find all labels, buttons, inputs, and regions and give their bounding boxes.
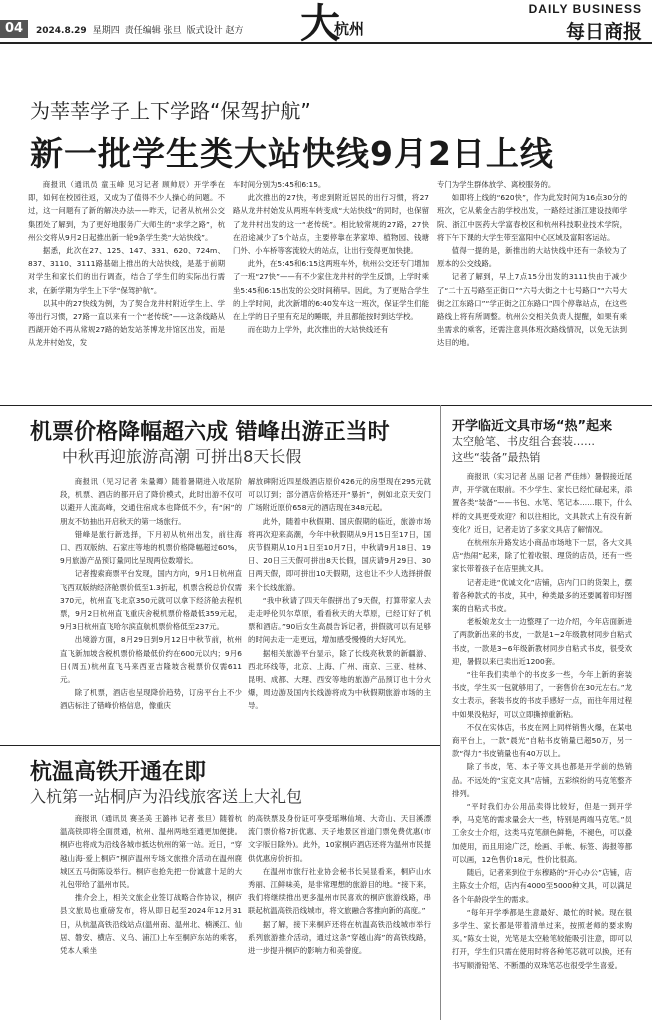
paragraph: 此外，在5:45和6:15这两班车外，杭州公交还专门增加了一班“27快”——有不少家住龙井村的学生反馈，上学时乘坐5:45和6:15出发的公交时间稍早。因此，为了更贴合学生的上学时间，此次新增的6:40发车这一班次，保证学生们能在上学的日子里有充足的睡眠，并且都能按时到达学校。	[233, 259, 429, 322]
paragraph: 商报讯（实习记者 丛丽 记者 严佳炜）暑假接近尾声，开学就在眼前。不少学生、家长已经忙碌起来，添置各类“装备”——书包、水笔、笔记本……眼下，什么样的文具更受欢迎？和以往相比，文具款式上有没有新变化？近日，记者走访了多家文具店了解情况。	[452, 472, 632, 534]
section-rule	[0, 745, 440, 746]
column-divider	[440, 405, 441, 1020]
paragraph: 此外，随着中秋假期、国庆假期的临近，旅游市场将再次迎来高潮，今年中秋假期从9月15日至17日，国庆节假期从10月1日至10月7日，中秋请9月18日、19日、20日三天假可拼出8天长假，国庆请9月29日、30日两天假，即可拼出10天假期，这也让不少人选择拼假来个长线旅游。	[248, 516, 431, 592]
paragraph: 推介会上，相关文旅企业签订战略合作协议，桐庐县文旅局也重磅发布，将从即日起至2024年12月31日，从杭温高铁沿线站点(温州南、温州北、楠溪江、仙居、磐安、横店、义乌、浦江)上车至桐庐东站的乘客，凭本人乘坐	[60, 893, 242, 956]
paragraph: 车时间分别为5:45和6:15。	[233, 180, 326, 189]
paragraph: 据了解，接下来桐庐还将在杭温高铁沿线城市举行系列旅游推介活动，通过这条“穿越山海”的高铁线路，进一步提升桐庐的影响力和美誉度。	[248, 919, 431, 956]
paragraph: 值得一提的是，新推出的大站快线中还有一条较为了原本的公交线路。	[437, 246, 627, 269]
paragraph: 出境游方面，8月29日到9月12日中秋节前，杭州直飞新加坡含税机票价格最低价约在600元以内；9月6日(周五)杭州直飞马来西亚吉隆坡含税票价仅需611元。	[60, 635, 242, 685]
paragraph: 除了机票，酒店也呈现降价趋势，订房平台上不少酒店标注了错峰价格信息，像重庆	[60, 688, 242, 711]
brand-english: DAILY BUSINESS	[528, 2, 642, 16]
section-logo: 大	[300, 0, 340, 47]
paragraph: 商报讯（见习记者 朱量卿）随着暑期进入收尾阶段，机票、酒店的都开启了降价模式，此时出游不仅可以避开人流高峰，交通住宿成本也降低不少，有“闲”的朋友不妨抽出开启秋天的第一场旅行。	[60, 477, 242, 526]
editor-credit: 责任编辑 张旦	[124, 26, 182, 36]
paragraph: 据悉，此次在27、125、147、331、620、724m、837、3110、3111路基础上推出的大站快线，是基于前期对学生和家长们的出行调查，结合了学生们的实际出行需求，在新学期为学生上下学“保驾护航”。	[28, 246, 225, 295]
side-column	[452, 470, 632, 1018]
dateline	[36, 23, 248, 36]
paragraph: 随后，记者来到位于东穆路的“开心办公”店铺，店主陈女士介绍，店内有4000至5000种文具，可以满足各个年龄段学生的需求。	[452, 868, 632, 904]
lead-headline: 新一批学生类大站快线9月2日上线	[30, 134, 554, 173]
hsr-column-2	[248, 812, 431, 1018]
lead-kicker: 为莘莘学子上下学路“保驾护航”	[30, 99, 311, 123]
ticket-column-2	[248, 475, 431, 737]
paragraph: 专门为学生群体放学、离校服务的。	[437, 180, 556, 189]
paragraph: “每年开学季都是生意最好、最忙的时候。现在很多学生、家长都是带着清单过来，按照老师的要求购买。”陈女士说，光笔是太空舱笔较能吸引注意，即可以打开，学生们只需在使用时将各种笔芯就可以换，还有书写顺滑铅笔、不断墨的双珠笔芯也很受学生喜爱。	[452, 907, 632, 970]
paragraph: 而在助力上学外，此次推出的大站快线还有	[247, 325, 389, 335]
paragraph: 的高铁票及身份证可享受瑶琳仙境、大奇山、天目溪漂流门票价格7折优惠、天子地景区首道门票免费优惠(市文字版日除外)。此外，10家桐庐酒店还将为温州市民提供优惠房价折扣。	[248, 814, 431, 863]
hsr-headline: 杭温高铁开通在即	[30, 760, 207, 785]
paragraph: 在温州市旅行社业协会秘书长吴显看来，桐庐山水秀丽、江鲜味美，是非常理想的旅游目的地。“接下来，我们将继续推出更多温州市民喜欢的桐庐旅游线路，串联起杭温高铁沿线城市，将文旅融合客推向新的高度。”	[248, 866, 431, 916]
side-subhead-1: 太空舱笔、书皮组合套装……	[452, 435, 595, 448]
paragraph: 如即将上线的“620快”，作为此发时间为16点30分的班次，它从紫金古韵学校出发，一路经过浙江建设技师学院、浙江中医药大学富春校区和杭州科技职业技术学院，将下午下课的大学生带至富阳中心区域及富阳客运站。	[437, 193, 627, 242]
ticket-subhead: 中秋再迎旅游高潮 可拼出8天长假	[62, 447, 302, 466]
paragraph: “平时我们办公用品卖得比较好，但是一到开学季，马克笔的需求量会大一些，特别是两端马克笔。”员工余女士介绍，这类马克笔颜色鲜艳，不褪色，可以叠加使用，而且用途广泛，绘画、手帐、标签、海报等都可以画，12色售价18元，性价比很高。	[452, 802, 632, 864]
ticket-column-1	[60, 475, 242, 737]
paragraph: 记者走进“优诚文化”店铺，店内门口的货架上，摆着各种款式的书皮，其中，种类最多的还要属着印好图案的自粘式书皮。	[452, 577, 632, 614]
issue-date: 2024.8.29	[36, 26, 87, 36]
paragraph: 解放碑附近四星级酒店原价426元的房型现在295元就可以订到；部分酒店价格还开“暴折”，例如北京天安门广场附近原价658元的酒店现在348元起。	[248, 477, 431, 513]
section-rule	[0, 405, 652, 406]
lead-column-2	[233, 178, 429, 398]
paragraph: “往年我们卖单个的书皮多一些，今年上新的套装书皮，学生买一包就够用了，一套售价在30元左右。”龙女士表示，套装书皮的书皮手感好一点，而往年用过程中如果没粘好，可以立即撕掉重新粘。	[452, 670, 632, 719]
paragraph: 记者了解到，早上7点15分出发的3111快由于减少了“二十五号路至正街口”“六号大街之十七号路口”“六号大街之江东路口”“学正街之江东路口”四个停靠站点，在这些路线上将有所调整。杭州公交相关负责人提醒，如果有乘坐需求的乘客，还需注意具体班次路线情况，以免无法到达目的地。	[437, 272, 627, 348]
lead-column-1	[28, 178, 225, 398]
brand-chinese: 每日商报	[565, 21, 642, 43]
paragraph: 记者搜索商票平台发现，国内方向，9月1日杭州直飞西双版纳经济舱票价低至1.3折起，机票含税总价仅需370元，杭州直飞北京350元就可以拿下经济舱去程机票，9月2日杭州直飞重庆舍税机票价格最低359元起，9月3日杭州直飞哈尔滨直航机票价格低至237元。	[60, 569, 242, 632]
paragraph: 此次推出的27快，考虑到附近居民的出行习惯，将27路从龙井村始发从两班车转变成“大站快线”的同时，也保留了龙井村出发的这一“老传统”。相比较常规的27路，27快在沿途减少了5个站点，主要停靠在茅家埠、植物园、钱塘门外、小车桥等客流较大的站点，让出行变得更加快捷。	[233, 193, 429, 256]
ticket-headline: 机票价格降幅超六成 错峰出游正当时	[30, 420, 390, 445]
paragraph: “我中秋请了四天年假拼出了9天假，打算带家人去走走呼伦贝尔草原，看看秋天的大草原，已经订好了机票和酒店。”90后女生高晨告诉记者，拼假就可以有足够的时间去走一走更远，增加感受慢慢的大好风光。	[248, 595, 431, 645]
paragraph: 据相关旅游平台显示，除了长线亮秋景的新疆游、西北环线等，北京、上海、广州、南京、三亚、桂林、昆明、成都、大理、西安等地的旅游产品预订也十分火爆，周边游及国内长线游将成为中秋假期旅游市场的主导。	[248, 648, 431, 711]
hsr-column-1	[60, 812, 242, 1018]
page-number: 04	[0, 20, 28, 38]
masthead-rule	[0, 42, 652, 44]
paragraph: 除了书皮，笔、本子等文具也都是开学前的热销品。不远处的“宝克文具”店铺，五彩缤纷的马克笔整齐排列。	[452, 762, 632, 798]
paragraph: 在杭州东升路发达小商品市场地下一层，各大文具店“热闹”起来，除了忙着收银、理货的店员，还有一些家长带着孩子在店里挑文具。	[452, 538, 632, 574]
paragraph: 商报讯（通讯员 赛圣美 王潞祎 记者 张旦）随着杭温高铁即将全面贯通，杭州、温州两地至通更加便捷。桐庐也将成为沿线各城市抵达杭州的第一站。近日，“穿越山海·爱上桐庐”桐庐温州专场文旅推介活动在温州鹿城区五马街陈设举行。桐庐也抢先把一份诚意十足的大礼包带给了温州市民。	[60, 814, 242, 890]
paragraph: 不仅在实体店，书皮在网上同样销售火爆，在某电商平台上，一款“晨光”自粘书皮销量已超50万，另一款“得力”书皮销量也有40万以上。	[452, 722, 632, 759]
paragraph: 老板娘龙女士一边整理了一边介绍，今年店面新进了两款新出来的书皮，一款是1~2年级教材同步自粘式书皮，一款是3~6年级新教材同步自粘式书皮，很受欢迎，暑假以来已卖出近1200套。	[452, 617, 632, 666]
lead-column-3	[437, 178, 627, 398]
weekday: 星期四	[92, 26, 120, 36]
hsr-subhead: 入杭第一站桐庐为沿线旅客送上大礼包	[30, 787, 303, 806]
side-headline: 开学临近文具市场“热”起来	[452, 419, 613, 434]
paragraph: 商报讯（通讯员 童玉峰 见习记者 顾帅辰）开学季在即，如何在校园往返，又成为了值得不少人操心的问题。不过，这一问题有了新的解决办法——昨天，记者从杭州公交集团处了解到，为了更好地服务广大师生的“求学之路”，杭州公交将从9月2日起推出新一轮9条学生类“大站快线”。	[28, 180, 225, 242]
paragraph: 以其中的27快线为例，为了契合龙井村附近学生上、学等出行习惯，27路一直以来有一个“老传统”——这条线路从西湖开始不再从常规27路的始发站茶博龙井馆区出发，而是从龙井村始发，发	[28, 298, 225, 348]
side-subhead-2: 这些“装备”最热销	[452, 451, 541, 464]
paragraph: 错峰是旅行新选择，下月初从杭州出发，前往海口、西双版纳、石家庄等地的机票价格降幅超过60%，9月旅游产品预订量同比呈现两位数增长。	[60, 529, 242, 566]
section-name: 杭州	[334, 20, 365, 38]
design-credit: 版式设计 赵方	[186, 26, 244, 36]
